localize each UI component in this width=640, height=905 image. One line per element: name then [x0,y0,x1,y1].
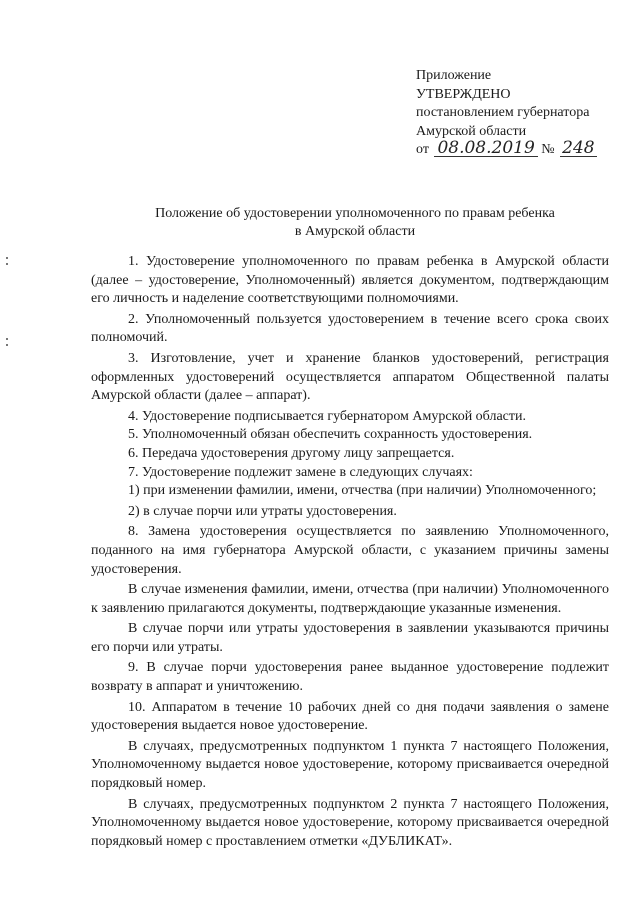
from-label: от [416,142,429,157]
approval-appendix: Приложение [416,68,492,83]
scan-artifact [6,338,8,340]
paragraph: 1) при изменении фамилии, имени, отчества (при наличии) Уполномоченного; [128,483,597,499]
approval-approved: УТВЕРЖДЕНО [416,86,511,102]
scan-artifact [6,263,8,265]
approval-date-line [416,138,597,160]
paragraph: 4. Удостоверение подписывается губернатором Амурской области. [128,408,526,424]
document-title [85,205,625,241]
paragraph: 1. Удостоверение уполномоченного по правам ребенка в Амурской области (далее – удостоверение, Уполномоченный) является документом, подтверждающим его личность и наделение соответствующими полномочиями. [91,254,609,307]
paragraph: 2) в случае порчи или утраты удостоверения. [128,503,397,519]
paragraph: 3. Изготовление, учет и хранение бланков удостоверений, регистрация оформленных удостоверений осуществляется аппаратом Общественной палаты Амурской области (далее – аппарат). [91,350,609,404]
approval-block [416,67,597,160]
paragraph: 7. Удостоверение подлежит замене в следующих случаях: [128,464,473,480]
scan-artifact [6,257,8,259]
title-line-1: Положение об удостоверении уполномоченного по правам ребенка [155,206,555,221]
approval-decree: постановлением губернатора [416,105,590,120]
handwritten-date: 08.08.2019 [434,141,537,157]
paragraph: В случае изменения фамилии, имени, отчества (при наличии) Уполномоченного к заявлению прилагаются документы, подтверждающие указанные изменения. [91,582,609,616]
number-label: № [541,142,555,157]
document-body [91,253,609,851]
paragraph: В случаях, предусмотренных подпунктом 1 пункта 7 настоящего Положения, Уполномоченному выдается новое удостоверение, которому присваивается очередной порядковый номер. [91,738,609,792]
paragraph: 5. Уполномоченный обязан обеспечить сохранность удостоверения. [128,427,533,443]
paragraph: В случаях, предусмотренных подпунктом 2 пункта 7 настоящего Положения, Уполномоченному выдается новое удостоверение, которому присваивается очередной порядковый номер с проставлением отметки «ДУБЛИКАТ». [91,796,609,849]
paragraph: 2. Уполномоченный пользуется удостоверением в течение всего срока своих полномочий. [91,311,609,346]
paragraph: В случае порчи или утраты удостоверения в заявлении указываются причины его порчи или утраты. [91,621,609,655]
paragraph: 10. Аппаратом в течение 10 рабочих дней со дня подачи заявления о замене удостоверения выдается новое удостоверение. [91,699,609,734]
scan-artifact [6,344,8,346]
title-line-2: в Амурской области [294,224,416,239]
paragraph: 6. Передача удостоверения другому лицу запрещается. [128,445,455,461]
paragraph: 8. Замена удостоверения осуществляется по заявлению Уполномоченного, поданного на имя губернатора Амурской области, с указанием причины замены удостоверения. [91,524,609,577]
handwritten-number: 248 [562,138,595,158]
approval-region: Амурской области [416,123,527,139]
paragraph: 9. В случае порчи удостоверения ранее выданное удостоверение подлежит возврату в аппарат и уничтожению. [91,660,609,695]
